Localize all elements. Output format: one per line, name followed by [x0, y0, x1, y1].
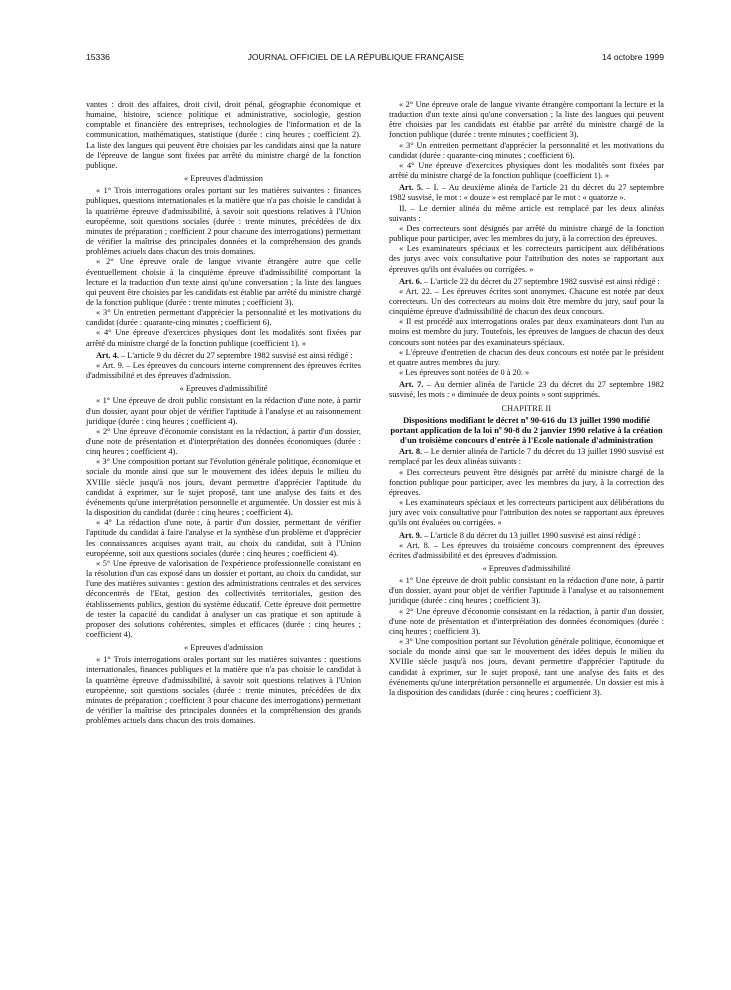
article-paragraph	[389, 531, 664, 541]
paragraph: « Les épreuves sont notées de 0 à 20. »	[399, 368, 530, 378]
left-column	[86, 100, 361, 726]
section-heading: « Epreuves d'admission	[184, 643, 263, 653]
paragraph: « Il est procédé aux interrogations orales par deux examinateurs dont l'un au moins est membre du jury. Toutefois, les épreuves de langues de chacun des deux concours sont notées par des examinateurs spéciaux.	[389, 317, 664, 347]
paragraph: « Les examinateurs spéciaux et les correcteurs participent aux délibérations du jury avec voix consultative pour l'attribution des notes se rapportant aux épreuves qu'ils ont évaluées ou corrigées. »	[389, 498, 664, 528]
paragraph: « Art. 22. – Les épreuves écrites sont anonymes. Chacune est notée par deux correcteurs. Un des correcteurs au moins doit être membre du jury, sauf pour la cinquième épreuve d'admissibilité de chacun des deux concours.	[389, 286, 664, 317]
article-number: Art. 5.	[399, 183, 424, 193]
article-text: – L'article 22 du décret du 27 septembre 1982 susvisé est ainsi rédigé :	[421, 276, 660, 286]
paragraph: « 2° Une épreuve d'économie consistant en la rédaction, à partir d'un dossier, d'une note de présentation et d'interprétation des données économiques (durée : cinq heures ; coefficient 3).	[389, 606, 664, 636]
chapter-title: Dispositions modifiant le décret nº 90-616 du 13 juillet 1990 modifié portant application de la loi nº 90-8 du 2 janvier 1990 relative à la création d'un troisième concours d'entrée à l'Ecole nationale d'administration	[390, 414, 663, 446]
article-paragraph	[389, 447, 664, 467]
article-number: Art. 4.	[96, 350, 119, 360]
paragraph: « 4° La rédaction d'une note, à partir d'un dossier, permettant de vérifier l'aptitude du candidat à faire l'analyse et la synthèse d'un problème et d'apprécier les connaissances acquises ayant trait, au choix du candidat, soit à l'Union européenne, soit aux questions sociales (durée : cinq heures ; coefficient 4).	[86, 518, 361, 558]
paragraph: « 3° Une composition portant sur l'évolution générale politique, économique et sociale du monde ainsi que sur le mouvement des idées depuis le milieu du XVIIIe siècle jusqu'à nos jours, devant permettre d'apprécier l'aptitude du candidat à exprimer, sur le sujet proposé, tant une analyse des faits et des événements qu'une interprétation personnelle et argumentée. Un dossier est mis à la disposition des candidats (durée : cinq heures ; coefficient 3).	[389, 637, 664, 697]
paragraph: « 1° Trois interrogations orales portant sur les matières suivantes : finances publiques, questions internationales et la matière que n'a pas choisie le candidat à la quatrième épreuve d'admissibilité, à savoir soit questions relatives à l'Union européenne, soit questions sociales (durée : trente minutes, précédées de dix minutes de préparation ; coefficient 2 pour chacune des interrogations) permettant de vérifier la maîtrise des principales données et la compréhension des grands problèmes actuels dans chacun des trois domaines.	[86, 186, 361, 257]
paragraph: « 2° Une épreuve d'économie consistant en la rédaction, à partir d'un dossier, d'une note de présentation et d'interprétation des données économiques (durée : cinq heures ; coefficient 4).	[86, 426, 361, 457]
paragraph: « 5° Une épreuve de valorisation de l'expérience professionnelle consistant en la résolution d'un cas exposé dans un dossier et portant, au choix du candidat, sur l'une des matières suivantes : gestion des administrations centrales et des services déconcentrés de l'Etat, gestion des collectivités territoriales, gestion des établissements publics, gestion du système éducatif. Cette épreuve doit permettre de tester la capacité du candidat à analyser un cas pratique et son aptitude à proposer des solutions cohérentes, simples et efficaces (durée : cinq heures ; coefficient 4).	[86, 558, 361, 639]
article-text: – L'article 9 du décret du 27 septembre 1982 susvisé est ainsi rédigé :	[118, 350, 353, 360]
paragraph: « Art. 9. – Les épreuves du concours interne comprennent des épreuves écrites d'admissibilité et des épreuves d'admission.	[86, 360, 361, 381]
article-number: Art. 7.	[399, 380, 424, 390]
right-column	[389, 100, 664, 698]
article-text: – L'article 8 du décret du 13 juillet 1990 susvisé est ainsi rédigé :	[421, 530, 641, 540]
article-paragraph	[389, 183, 664, 203]
paragraph: « 1° Une épreuve de droit public consistant en la rédaction d'une note, à partir d'un dossier, ayant pour objet de vérifier l'aptitude à l'analyse et au raisonnement juridique (durée : cinq heures ; coefficient 4).	[86, 396, 361, 426]
section-heading: « Epreuves d'admission	[184, 174, 263, 184]
paragraph: « 1° Une épreuve de droit public consistant en la rédaction d'une note, à partir d'un dossier, ayant pour objet de vérifier l'aptitude à l'analyse et au raisonnement juridique (durée : cinq heures ; coefficient 3).	[389, 576, 664, 606]
section-heading: « Epreuves d'admissibilité	[179, 384, 268, 394]
article-number: Art. 6.	[399, 276, 422, 286]
issue-date: 14 octobre 1999	[601, 52, 664, 62]
article-number: Art. 8.	[399, 447, 423, 457]
article-number: Art. 9.	[399, 530, 422, 540]
section-heading: « Epreuves d'admissibilité	[482, 564, 571, 574]
paragraph: « 3° Un entretien permettant d'apprécier la personnalité et les motivations du candidat (durée : quarante-cinq minutes ; coefficient 6).	[389, 140, 664, 160]
paragraph: II. – Le dernier alinéa du même article est remplacé par les deux alinéas suivants :	[389, 203, 664, 223]
paragraph: « 4° Une épreuve d'exercices physiques dont les modalités sont fixées par arrêté du ministre chargé de la fonction publique (coefficient 1). »	[86, 328, 361, 348]
paragraph: « 3° Une composition portant sur l'évolution générale politique, économique et sociale du monde ainsi que sur le mouvement des idées depuis le milieu du XVIIIe siècle jusqu'à nos jours, devant permettre d'apprécier l'aptitude du candidat à exprimer, sur le sujet proposé, tant une analyse des faits et des événements qu'une interprétation personnelle et argumentée. Un dossier est mis à la disposition du candidat (durée : cinq heures ; coefficient 4).	[86, 457, 361, 518]
paragraph: « 1° Trois interrogations orales portant sur les matières suivantes : questions internationales, finances publiques et la matière que n'a pas choisie le candidat à la quatrième épreuve d'admissibilité, à savoir soit questions relatives à l'Union européenne, soit questions sociales (durée : trente minutes, précédées de dix minutes de préparation ; coefficient 3 pour chacune des interrogations) permettant de vérifier la maîtrise des principales données et la compréhension des grands problèmes actuels dans chacun des trois domaines.	[86, 655, 361, 726]
paragraph: « Art. 8. – Les épreuves du troisième concours comprennent des épreuves écrites d'admissibilité et des épreuves d'admission.	[389, 540, 664, 560]
paragraph: « 2° Une épreuve orale de langue vivante étrangère comportant la lecture et la traduction d'un texte ainsi qu'une conversation ; la liste des langues qui peuvent être choisies par les candidats est établie par arrêté du ministre chargé de la fonction publique (durée : trente minutes ; coefficient 3).	[389, 100, 664, 140]
page-number: 15336	[86, 52, 110, 62]
journal-title: JOURNAL OFFICIEL DE LA RÉPUBLIQUE FRANÇAISE	[247, 52, 465, 62]
paragraph: « 3° Un entretien permettant d'apprécier la personnalité et les motivations du candidat (durée : quarante-cinq minutes ; coefficient 6).	[86, 308, 361, 328]
chapter-heading: CHAPITRE II	[501, 403, 552, 413]
article-text: – I. – Au deuxième alinéa de l'article 21 du décret du 27 septembre 1982 susvisé, le mot : « douze » est remplacé par le mot : « quatorze ».	[389, 183, 664, 203]
paragraph: « Les examinateurs spéciaux et les correcteurs participent aux délibérations des jurys avec voix consultative pour l'attribution des notes se rapportant aux épreuves qu'ils ont évaluées ou corrigées. »	[389, 244, 664, 274]
paragraph: « Des correcteurs peuvent être désignés par arrêté du ministre chargé de la fonction publique pour participer, avec les membres du jury, à la correction des épreuves.	[389, 467, 664, 497]
article-paragraph	[389, 277, 664, 287]
article-text: – Au dernier alinéa de l'article 23 du décret du 27 septembre 1982 susvisé, les mots : « diminuée de deux points » sont supprimés.	[389, 380, 665, 400]
article-paragraph	[389, 380, 664, 400]
paragraph: « Des correcteurs sont désignés par arrêté du ministre chargé de la fonction publique pour participer, avec les membres du jury, à la correction des épreuves.	[389, 223, 664, 244]
article-paragraph	[86, 351, 361, 361]
paragraph: « L'épreuve d'entretien de chacun des deux concours est notée par le président et quatre autres membres du jury.	[389, 347, 664, 367]
paragraph: vantes : droit des affaires, droit civil, droit pénal, géographie économique et humaine, histoire, science politique et administrative, sociologie, gestion comptable et financière des entreprises, technologies de l'information et de la communication, mathématiques, statistique (durée : cinq heures ; coefficient 2). La liste des langues qui peuvent être choisies par les candidats ainsi que la nature de l'épreuve de langue sont fixées par arrêté du ministre chargé de la fonction publique.	[86, 100, 361, 170]
paragraph: « 2° Une épreuve orale de langue vivante étrangère autre que celle éventuellement choisie à la cinquième épreuve d'admissibilité comportant la lecture et la traduction d'un texte ainsi qu'une conversation ; la liste des langues qui peuvent être choisies par les candidats est établie par arrêté du ministre chargé de la fonction publique (durée : trente minutes ; coefficient 3).	[86, 257, 361, 307]
paragraph: « 4° Une épreuve d'exercices physiques dont les modalités sont fixées par arrêté du ministre chargé de la fonction publique (coefficient 1). »	[389, 160, 664, 181]
article-text: – Le dernier alinéa de l'article 7 du décret du 13 juillet 1990 susvisé est remplacé par les deux alinéas suivants :	[389, 447, 664, 467]
page-header	[86, 52, 664, 62]
